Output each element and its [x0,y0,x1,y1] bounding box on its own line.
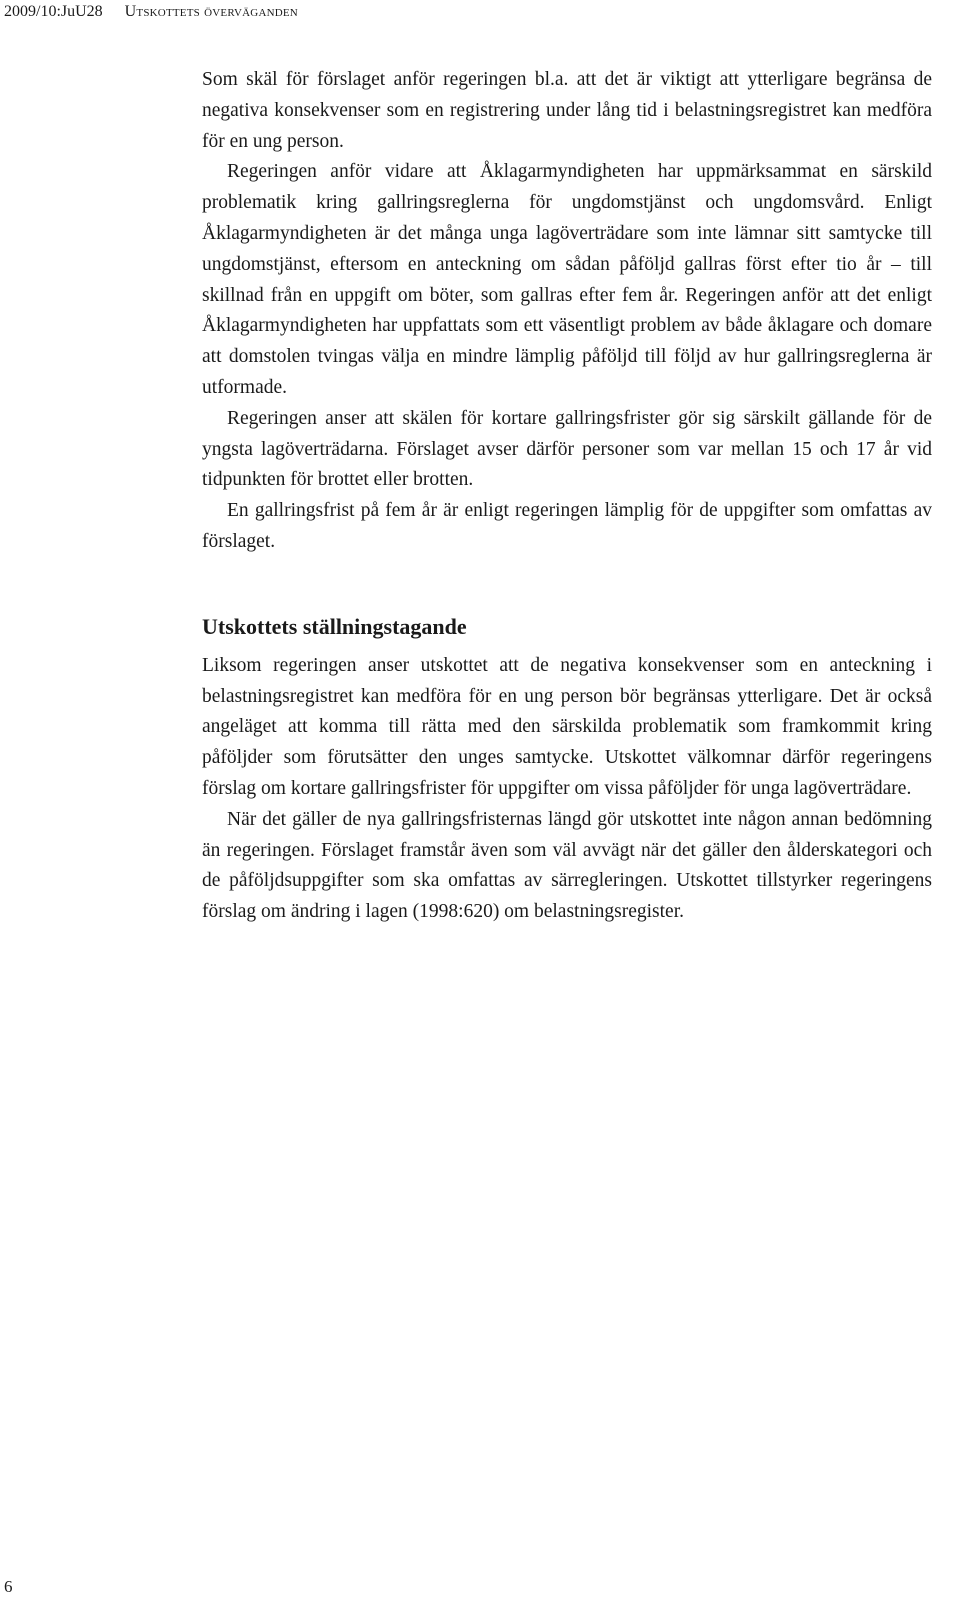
section-heading: Utskottets ställningstagande [202,613,467,639]
running-head-title: Utskottets överväganden [124,3,298,20]
paragraph: Som skäl för förslaget anför regeringen bl.a. att det är viktigt att ytterligare begränsa de negativa konsekvenser som en registrering under lång tid i belastningsregistret kan medföra för en ung person. [202,69,932,152]
paragraph: Regeringen anser att skälen för kortare gallringsfrister gör sig särskilt gällande för de yngsta lagöverträdarna. Förslaget avser därför personer som var mellan 15 och 17 år vid tidpunkten för brottet eller brotten. [202,407,932,491]
running-head [4,3,298,21]
report-code: 2009/10:JuU28 [4,3,103,20]
document-body [202,65,932,928]
paragraph: När det gäller de nya gallringsfristernas längd gör utskottet inte någon annan bedömning än regeringen. Förslaget framstår även som väl avvägt när det gäller den ålderskategori och de påföljdsuppgifter som ska omfattas av särregleringen. Utskottet tillstyrker regeringens förslag om ändring i lagen (1998:620) om belastningsregister. [202,808,932,923]
paragraph: Regeringen anför vidare att Åklagarmyndigheten har uppmärksammat en särskild problematik kring gallringsreglerna för ungdomstjänst och ungdomsvård. Enligt Åklagarmyndigheten är det många unga lagöverträdare som inte lämnar sitt samtycke till ungdomstjänst, eftersom en anteckning om sådan påföljd gallras först efter tio år – till skillnad från en uppgift om böter, som gallras efter fem år. Regeringen anför att det enligt Åklagarmyndigheten har uppfattats som ett väsentligt problem av både åklagare och domare att domstolen tvingas välja en mindre lämplig påföljd till följd av hur gallringsreglerna är utformade. [202,161,932,398]
page-number: 6 [4,1577,13,1596]
paragraph: Liksom regeringen anser utskottet att de negativa konsekvenser som en anteckning i belastningsregistret kan medföra för en ung person bör begränsas ytterligare. Det är också angeläget att komma till rätta med den särskilda problematik som framkommit kring påföljder som förutsätter den unges samtycke. Utskottet välkomnar därför regeringens förslag om kortare gallringsfrister för uppgifter om vissa påföljder för unga lagöverträdare. [202,654,932,799]
paragraph: En gallringsfrist på fem år är enligt regeringen lämplig för de uppgifter som omfattas av förslaget. [202,500,932,552]
